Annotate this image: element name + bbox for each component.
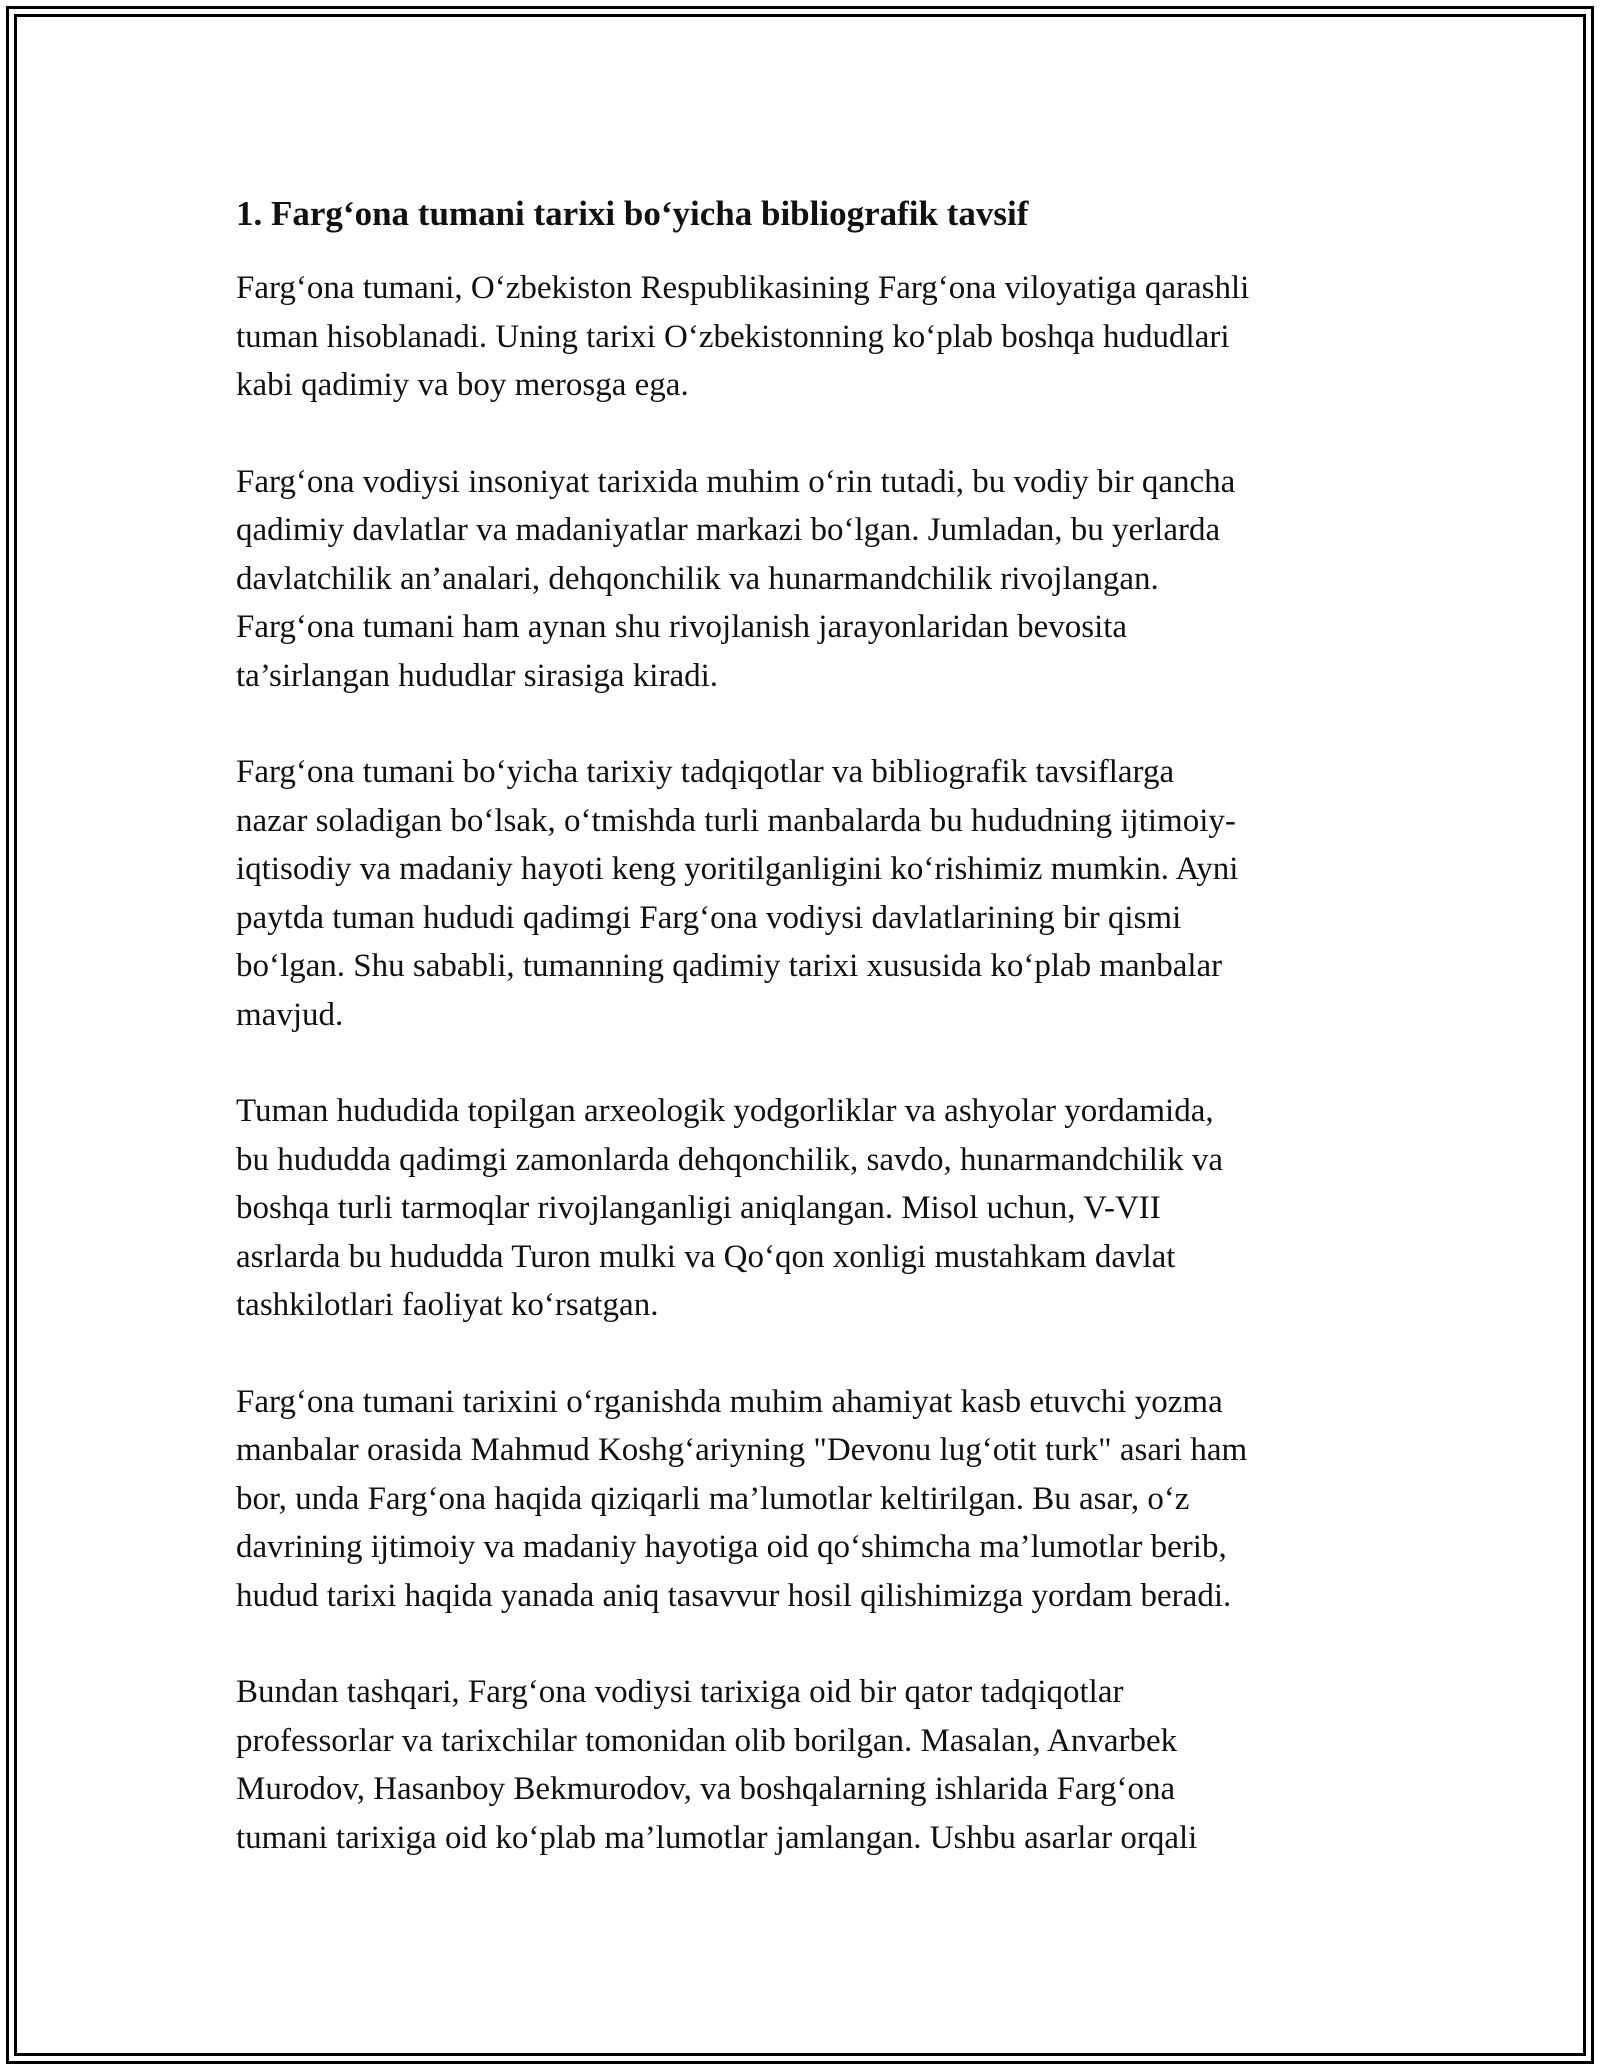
- text-line: professorlar va tarixchilar tomonidan olib borilgan. Masalan, Anvarbek: [236, 1722, 1178, 1759]
- text-line: qadimiy davlatlar va madaniyatlar markazi bo‘lgan. Jumladan, bu yerlarda: [236, 512, 1221, 548]
- text-line: Farg‘ona tumani, O‘zbekiston Respublikasining Farg‘ona viloyatiga qarashli: [236, 270, 1250, 306]
- text-line: Farg‘ona tumani tarixini o‘rganishda muhim ahamiyat kasb etuvchi yozma: [236, 1383, 1223, 1420]
- text-line: iqtisodiy va madaniy hayoti keng yoritilganligini ko‘rishimiz mumkin. Ayni: [236, 851, 1239, 887]
- paragraph-5: [236, 1378, 1386, 1621]
- text-line: mavjud.: [236, 996, 344, 1033]
- text-line: davrining ijtimoiy va madaniy hayotiga oid qo‘shimcha ma’lumotlar berib,: [236, 1529, 1227, 1565]
- text-line: Tuman hududida topilgan arxeologik yodgorliklar va ashyolar yordamida,: [236, 1093, 1214, 1129]
- text-line: nazar soladigan bo‘lsak, o‘tmishda turli manbalarda bu hududning ijtimoiy-: [236, 802, 1236, 839]
- text-line: Farg‘ona tumani ham aynan shu rivojlanish jarayonlaridan bevosita: [236, 609, 1128, 645]
- paragraph-4: [236, 1087, 1386, 1330]
- text-line: manbalar orasida Mahmud Koshg‘ariyning "Devonu lug‘otit turk" asari ham: [236, 1432, 1248, 1468]
- text-line: bo‘lgan. Shu sababli, tumanning qadimiy tarixi xususida ko‘plab manbalar: [236, 948, 1223, 984]
- text-line: asrlarda bu hududda Turon mulki va Qo‘qon xonligi mustahkam davlat: [236, 1238, 1176, 1275]
- text-line: tashkilotlari faoliyat ko‘rsatgan.: [236, 1287, 659, 1323]
- paragraph-3: [236, 748, 1386, 1039]
- text-line: davlatchilik an’analari, dehqonchilik va hunarmandchilik rivojlangan.: [236, 560, 1159, 597]
- text-line: tuman hisoblanadi. Uning tarixi O‘zbekistonning ko‘plab boshqa hududlari: [236, 318, 1230, 355]
- section-heading: 1. Farg‘ona tumani tarixi bo‘yicha bibliografik tavsif: [236, 194, 1029, 233]
- text-line: tumani tarixiga oid ko‘plab ma’lumotlar jamlangan. Ushbu asarlar orqali: [236, 1819, 1198, 1856]
- document-body: [236, 190, 1386, 1910]
- text-line: ta’sirlangan hududlar sirasiga kiradi.: [236, 657, 719, 694]
- text-line: boshqa turli tarmoqlar rivojlanganligi aniqlangan. Misol uchun, V-VII: [236, 1190, 1161, 1226]
- text-line: bu hududda qadimgi zamonlarda dehqonchilik, savdo, hunarmandchilik va: [236, 1141, 1224, 1178]
- text-line: Farg‘ona vodiysi insoniyat tarixida muhim o‘rin tutadi, bu vodiy bir qancha: [236, 463, 1236, 500]
- text-line: hudud tarixi haqida yanada aniq tasavvur hosil qilishimizga yordam beradi.: [236, 1577, 1232, 1614]
- text-line: Farg‘ona tumani bo‘yicha tarixiy tadqiqotlar va bibliografik tavsiflarga: [236, 754, 1175, 790]
- text-line: Bundan tashqari, Farg‘ona vodiysi tarixiga oid bir qator tadqiqotlar: [236, 1674, 1124, 1710]
- text-line: Murodov, Hasanboy Bekmurodov, va boshqalarning ishlarida Farg‘ona: [236, 1771, 1176, 1807]
- text-line: kabi qadimiy va boy merosga ega.: [236, 367, 689, 403]
- paragraph-6: [236, 1668, 1386, 1862]
- text-line: paytda tuman hududi qadimgi Farg‘ona vodiysi davlatlarining bir qismi: [236, 899, 1182, 936]
- paragraph-1: [236, 264, 1386, 410]
- text-line: bor, unda Farg‘ona haqida qiziqarli ma’lumotlar keltirilgan. Bu asar, o‘z: [236, 1480, 1190, 1517]
- paragraph-2: [236, 458, 1386, 701]
